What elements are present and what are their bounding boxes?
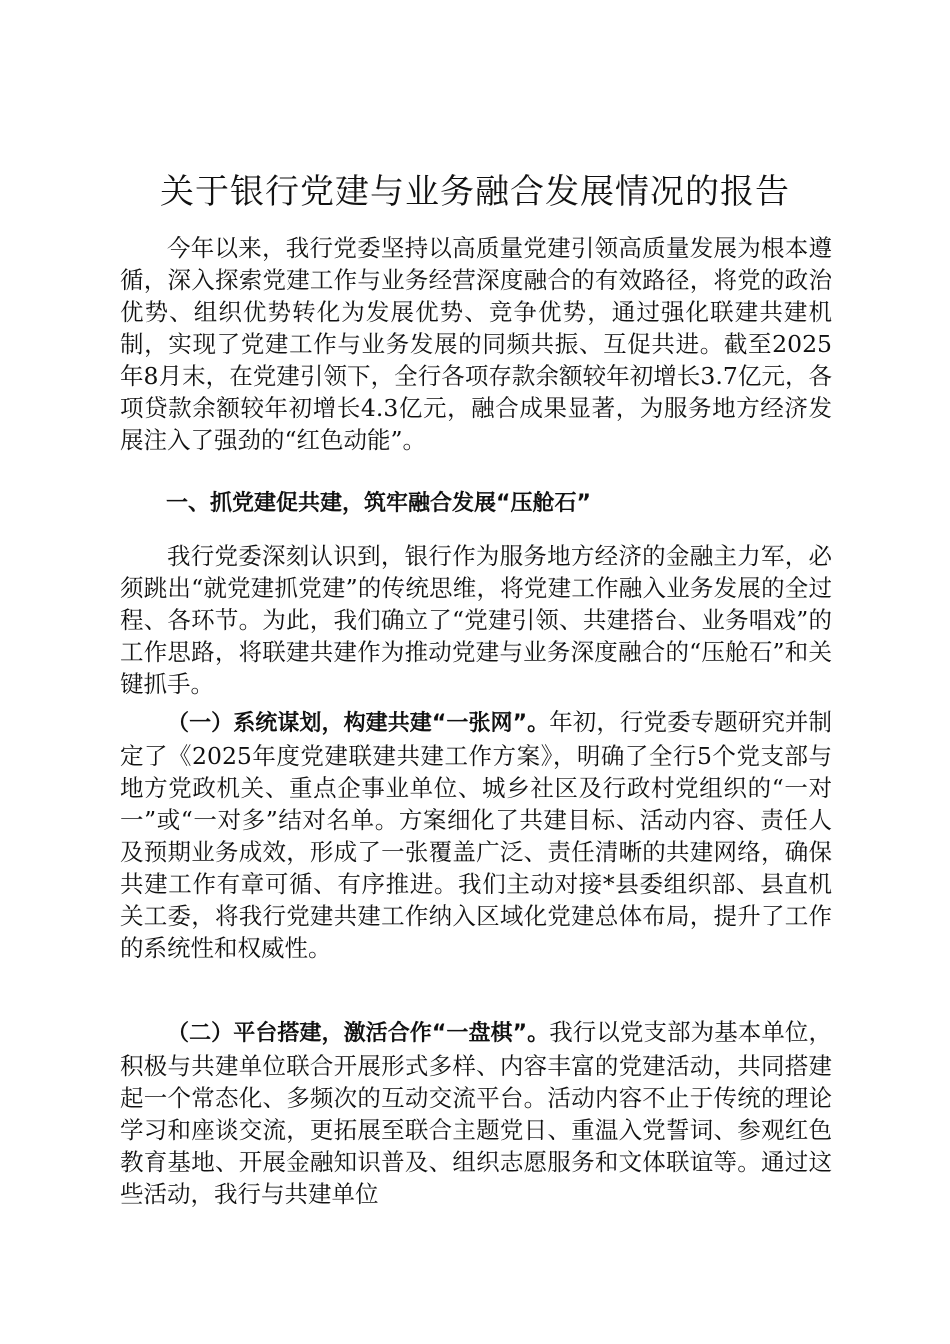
subsection-2-lead: （二）平台搭建，激活合作“一盘棋”。 [167,1021,550,1046]
subsection-1-lead: （一）系统谋划，构建共建“一张网”。 [167,711,550,736]
subsection-1-paragraph [120,706,832,964]
subsection-1-text: 年初，行党委专题研究并制定了《2025年度党建联建共建工作方案》，明确了全行5个党支部与地方党政机关、重点企事业单位、城乡社区及行政村党组织的“一对一”或“一对多”结对名单。方案细化了共建目标、活动内容、责任人及预期业务成效，形成了一张覆盖广泛、责任清晰的共建网络，确保共建工作有章可循、有序推进。我们主动对接*县委组织部、县直机关工委，将我行党建共建工作纳入区域化党建总体布局，提升了工作的系统性和权威性。 [120,708,833,962]
subsection-2-text: 我行以党支部为基本单位，积极与共建单位联合开展形式多样、内容丰富的党建活动，共同搭建起一个常态化、多频次的互动交流平台。活动内容不止于传统的理论学习和座谈交流，更拓展至联合主题党日、重温入党誓词、参观红色教育基地、开展金融知识普及、组织志愿服务和文体联谊等。通过这些活动，我行与共建单位 [120,1018,833,1208]
section-1-paragraph: 我行党委深刻认识到，银行作为服务地方经济的金融主力军，必须跳出“就党建抓党建”的传统思维，将党建工作融入业务发展的全过程、各环节。为此，我们确立了“党建引领、共建搭台、业务唱戏”的工作思路，将联建共建作为推动党建与业务深度融合的“压舱石”和关键抓手。 [120,542,832,698]
section-heading-1: 一、抓党建促共建，筑牢融合发展“压舱石” [166,491,591,516]
document-title: 关于银行党建与业务融合发展情况的报告 [160,172,790,212]
intro-paragraph: 今年以来，我行党委坚持以高质量党建引领高质量发展为根本遵循，深入探索党建工作与业务经营深度融合的有效路径，将党的政治优势、组织优势转化为发展优势、竞争优势，通过强化联建共建机制，实现了党建工作与业务发展的同频共振、互促共进。截至2025年8月末，在党建引领下，全行各项存款余额较年初增长3.7亿元，各项贷款余额较年初增长4.3亿元，融合成果显著，为服务地方经济发展注入了强劲的“红色动能”。 [120,234,832,454]
subsection-2-paragraph [120,1016,832,1210]
